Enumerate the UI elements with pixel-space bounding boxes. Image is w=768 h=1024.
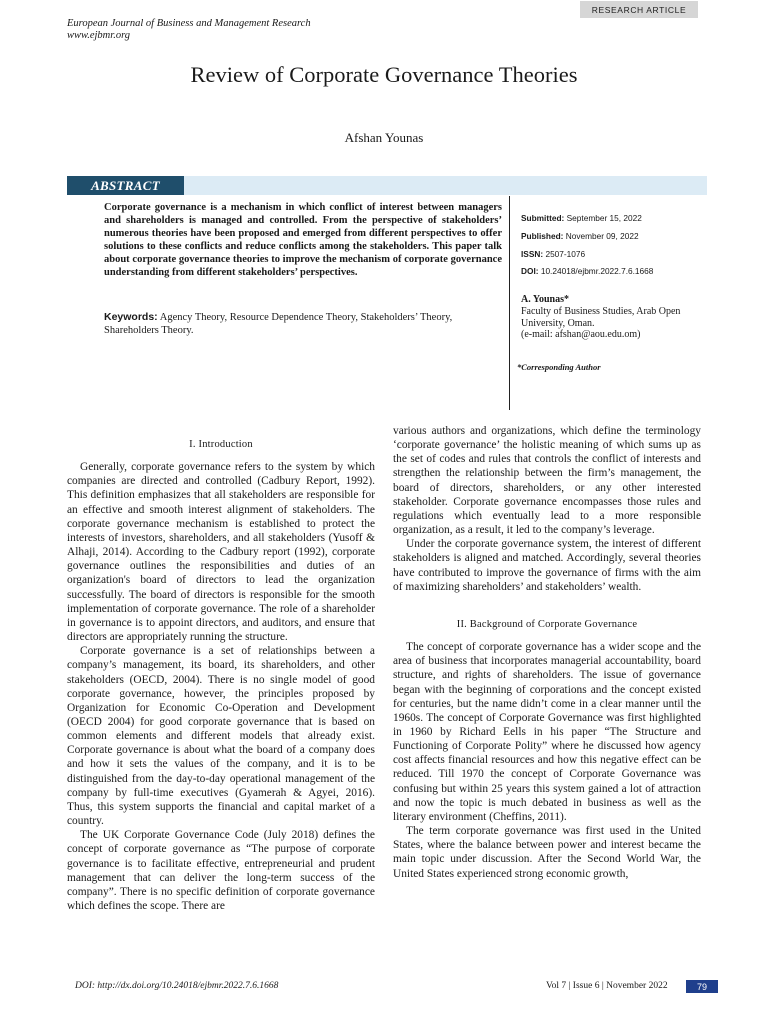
footer-volume: Vol 7 | Issue 6 | November 2022 <box>546 981 668 991</box>
left-column <box>67 438 375 913</box>
right-column <box>393 424 701 881</box>
meta-published <box>521 231 639 241</box>
journal-name: European Journal of Business and Management Research <box>67 18 311 29</box>
issn-label: ISSN: <box>521 249 544 259</box>
issn-value: 2507-1076 <box>545 249 586 259</box>
article-type-badge: RESEARCH ARTICLE <box>580 1 698 18</box>
paragraph: Corporate governance is a set of relationships between a company’s management, its board, its shareholders, and other stakeholders (OECD, 2004). There is no single model of good corporate governance, however, the principles proposed by Organization for Economic Co-Operation and Development (OECD 2004) for good corporate governance that is based on common elements and different models that already exist. Corporate governance is about what the board of a company does and how it sets the values of the company, and it is to be distinguished from the day-to-day operational management of the company by full-time executives (Gyamerah & Agyei, 2016). Thus, this system supports the financial and capital market of a country. <box>67 645 375 828</box>
abstract-text: Corporate governance is a mechanism in which conflict of interest between managers and shareholders is managed and controlled. From the perspective of stakeholders’ numerous theories have been proposed and emerged from different perspectives to offer solutions to these conflicts and reduce conflicts among the stakeholders. This paper talk about corporate governance theories to improve the mechanism of corporate governance understanding from different stakeholders’ perspectives. <box>104 202 502 278</box>
footer-doi[interactable]: DOI: http://dx.doi.org/10.24018/ejbmr.2022.7.6.1668 <box>75 981 279 991</box>
doi-label: DOI: <box>521 266 539 276</box>
section-heading-background: II. Background of Corporate Governance <box>456 618 638 630</box>
keywords-list: Agency Theory, Resource Dependence Theory, Stakeholders’ Theory, Shareholders Theory. <box>104 312 453 336</box>
keywords <box>104 311 502 337</box>
paragraph: The UK Corporate Governance Code (July 2018) defines the concept of corporate governance as “The purpose of corporate governance is to facilitate effective, entrepreneurial and prudent management that can deliver the long-term success of the company”. There is no specific definition of corporate governance which defines the scope. There are <box>67 829 375 912</box>
paragraph: The term corporate governance was first used in the United States, where the balance between power and interest became the main topic under discussion. After the Second World War, the United States experienced strong economic growth, <box>393 825 701 880</box>
paper-title: Review of Corporate Governance Theories <box>190 62 578 87</box>
paragraph: Under the corporate governance system, the interest of different stakeholders is aligned and matched. Accordingly, several theories have contributed to improve the governance of firms with the aim of maximizing shareholders’ and stakeholders’ wealth. <box>393 538 701 593</box>
submitted-label: Submitted: <box>521 213 565 223</box>
journal-header <box>67 18 311 42</box>
meta-submitted <box>521 213 642 223</box>
author-name: Afshan Younas <box>344 130 424 145</box>
author-affiliation <box>521 294 711 341</box>
sidebar-divider <box>509 196 510 410</box>
published-label: Published: <box>521 231 564 241</box>
affiliation-name: A. Younas* <box>521 294 569 305</box>
submitted-date: September 15, 2022 <box>566 213 642 223</box>
paragraph: The concept of corporate governance has a wider scope and the area of business that incorporates managerial accountability, board structure, and rights of shareholders. The issue of governance began with the beginning of corporations and the concept existed for centuries, but the name didn’t come in a clear manner until the 1960s. The concept of Corporate Governance was first highlighted in 1960 by Richard Eells in his paper “The Structure and Functioning of Corporate Polity” where he discussed how agency cost affects financial resources and how this negative effect can be reduced. Till 1970 the concept of Corporate Governance was confusing but within 25 years this system gained a lot of attraction and now the topic is much debated in business as well as the literary environment (Cheffins, 2011). <box>393 641 701 823</box>
doi-value[interactable]: 10.24018/ejbmr.2022.7.6.1668 <box>540 266 654 276</box>
affiliation-email[interactable]: (e-mail: afshan@aou.edu.om) <box>521 329 641 341</box>
page-number: 79 <box>686 980 718 993</box>
abstract-label: ABSTRACT <box>67 176 184 195</box>
paragraph: various authors and organizations, which define the terminology ‘corporate governance’ the holistic meaning of which sums up as the set of codes and rules that controls the conflict of interests and strengthen the relationship between the firm’s management, the board of directors, shareholders, or any other interested stakeholder. Corporate governance encompasses those rules and regulations which eventually lead to a more responsible organization, as a result, it led to the company’s leverage. <box>393 425 701 537</box>
journal-url[interactable]: www.ejbmr.org <box>67 30 131 41</box>
corresponding-author-note: *Corresponding Author <box>517 362 601 372</box>
meta-doi <box>521 266 653 276</box>
published-date: November 09, 2022 <box>565 231 639 241</box>
meta-issn <box>521 249 585 259</box>
keywords-label: Keywords: <box>104 311 158 323</box>
section-heading-introduction: I. Introduction <box>189 439 253 450</box>
paragraph: Generally, corporate governance refers to the system by which companies are directed and controlled (Cadbury Report, 1992). This definition emphasizes that all stakeholders are responsible for an effective and smooth interest alignment of stakeholders. The corporate governance mechanism is established to protect the interests of investors, shareholders, and all stakeholders (Yusoff & Alhaji, 2014). According to the Cadbury report (1992), corporate governance outlines the responsibilities and duties of an organization's board of directors to lead the organization successfully. The board of directors is responsible for the smooth implementation of corporate governance. The role of a shareholder in governance is to appoint directors, and auditors, and ensure that directors are appropriately running the structure. <box>67 461 375 644</box>
affiliation-dept: Faculty of Business Studies, Arab Open University, Oman. <box>521 305 681 329</box>
